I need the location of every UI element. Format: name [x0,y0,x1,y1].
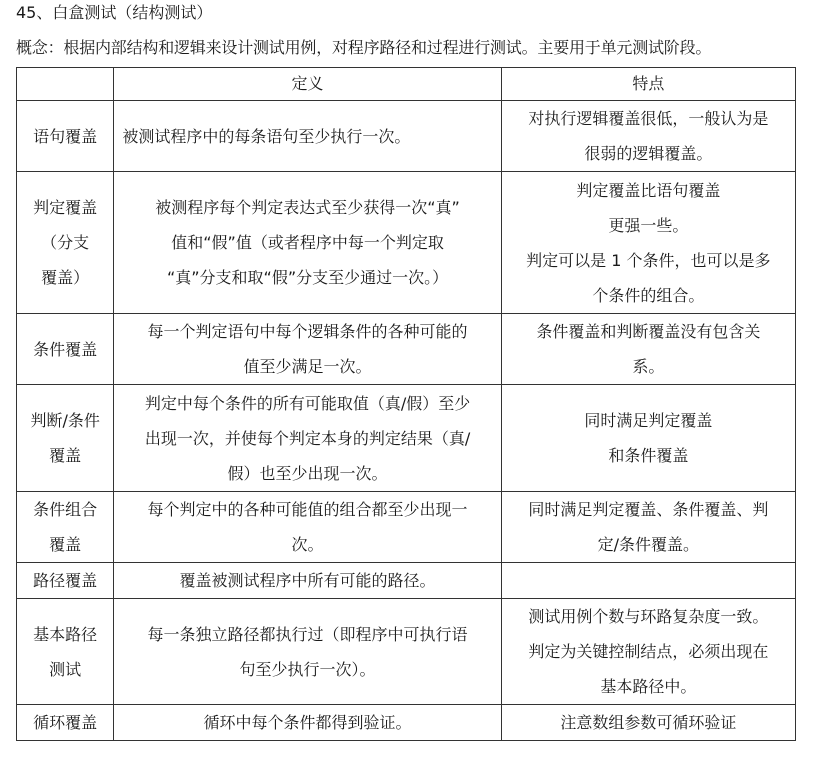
cell-text-line: 路径覆盖 [33,571,98,590]
cell-text-line: 个条件的组合。 [592,285,705,305]
cell-text-line: 基本路径中。 [600,677,697,696]
cell-text-line: 更强一些。 [608,215,689,235]
header-definition: 定义 [114,68,501,101]
table-row [17,101,796,172]
coverage-name-cell [17,101,114,172]
cell-text-line: 覆盖被测试程序中所有可能的路径。 [179,571,436,590]
cell-text-line: 很弱的逻辑覆盖。 [584,144,713,163]
cell-text-line: 句至少执行一次）。 [239,659,376,679]
cell-text-line: 判定中每个条件的所有可能取值（真/假）至少 [144,393,471,413]
coverage-definition-cell [114,172,501,314]
coverage-feature-cell [501,599,795,705]
cell-text-line: 被测试程序中的每条语句至少执行一次。 [122,126,411,146]
cell-text-line: 语句覆盖 [33,126,98,146]
coverage-definition-cell [114,705,501,741]
cell-text-line: 和条件覆盖 [608,446,689,465]
cell-text-line: 判定覆盖 [33,198,98,217]
coverage-feature-cell [501,705,795,741]
coverage-feature-cell [501,314,795,385]
table-header-row [17,68,796,101]
table-row [17,172,796,314]
cell-text-line: 假）也至少出现一次。 [227,463,388,483]
cell-text-line: 每个判定中的各种可能值的组合都至少出现一 [147,500,468,519]
cell-text-line: 覆盖 [49,535,82,554]
coverage-name-cell [17,492,114,563]
cell-text-line: 被测程序每个判定表达式至少获得一次“真” [155,198,460,217]
cell-text-line: 出现一次，并使每个判定本身的判定结果（真/ [144,428,471,448]
coverage-name-cell [17,599,114,705]
table-row [17,492,796,563]
coverage-table [16,67,796,741]
cell-text-line: 测试 [49,659,82,679]
coverage-definition-cell [114,314,501,385]
coverage-feature-cell [501,172,795,314]
cell-text-line: 次。 [291,535,324,554]
coverage-definition-cell [114,101,501,172]
cell-text-line: 判断/条件 [30,411,100,430]
table-row [17,314,796,385]
coverage-definition-cell [114,492,501,563]
coverage-feature-cell [501,563,795,599]
cell-text-line: 同时满足判定覆盖 [584,411,713,430]
coverage-definition-cell [114,563,501,599]
coverage-name-cell [17,172,114,314]
cell-text-line: 判定为关键控制结点，必须出现在 [528,642,769,661]
concept-text: 概念：根据内部结构和逻辑来设计测试用例，对程序路径和过程进行测试。主要用于单元测试阶段。 [16,38,712,57]
coverage-feature-cell [501,492,795,563]
coverage-name-cell [17,705,114,741]
cell-text-line: 覆盖 [49,446,82,465]
cell-text-line: 覆盖） [41,268,90,287]
cell-text-line: 条件覆盖和判断覆盖没有包含关 [536,322,761,341]
coverage-name-cell [17,385,114,492]
header-empty [17,68,114,101]
table-row [17,599,796,705]
cell-text-line: 定/条件覆盖。 [597,535,700,554]
cell-text-line: 判定覆盖比语句覆盖 [576,180,721,200]
header-features: 特点 [501,68,795,101]
cell-text-line: 值和“假”值（或者程序中每一个判定取 [171,233,444,252]
cell-text-line: 对执行逻辑覆盖很低，一般认为是 [528,109,769,128]
cell-text-line: 每一条独立路径都执行过（即程序中可执行语 [147,624,468,644]
cell-text-line: 循环中每个条件都得到验证。 [203,713,412,732]
cell-text-line: （分支 [41,233,90,252]
cell-text-line: 基本路径 [33,624,98,644]
cell-text-line: 条件覆盖 [33,339,98,359]
cell-text-line: 判定可以是 1 个条件，也可以是多 [526,250,771,270]
coverage-definition-cell [114,385,501,492]
table-row [17,563,796,599]
cell-text-line: 条件组合 [33,500,98,519]
coverage-feature-cell [501,385,795,492]
cell-text-line: 值至少满足一次。 [243,357,372,376]
cell-text-line: 测试用例个数与环路复杂度一致。 [528,607,769,626]
cell-text-line: 同时满足判定覆盖、条件覆盖、判 [528,500,769,519]
cell-text-line: 每一个判定语句中每个逻辑条件的各种可能的 [147,322,468,341]
coverage-feature-cell [501,101,795,172]
coverage-definition-cell [114,599,501,705]
cell-text-line: 系。 [632,357,665,376]
table-row [17,385,796,492]
coverage-name-cell [17,563,114,599]
coverage-name-cell [17,314,114,385]
cell-text-line: 循环覆盖 [33,713,98,732]
table-row [17,705,796,741]
page-heading: 45、白盒测试（结构测试） [16,3,213,22]
cell-text-line: 注意数组参数可循环验证 [560,713,737,732]
cell-text-line: “真”分支和取“假”分支至少通过一次。） [166,268,449,287]
